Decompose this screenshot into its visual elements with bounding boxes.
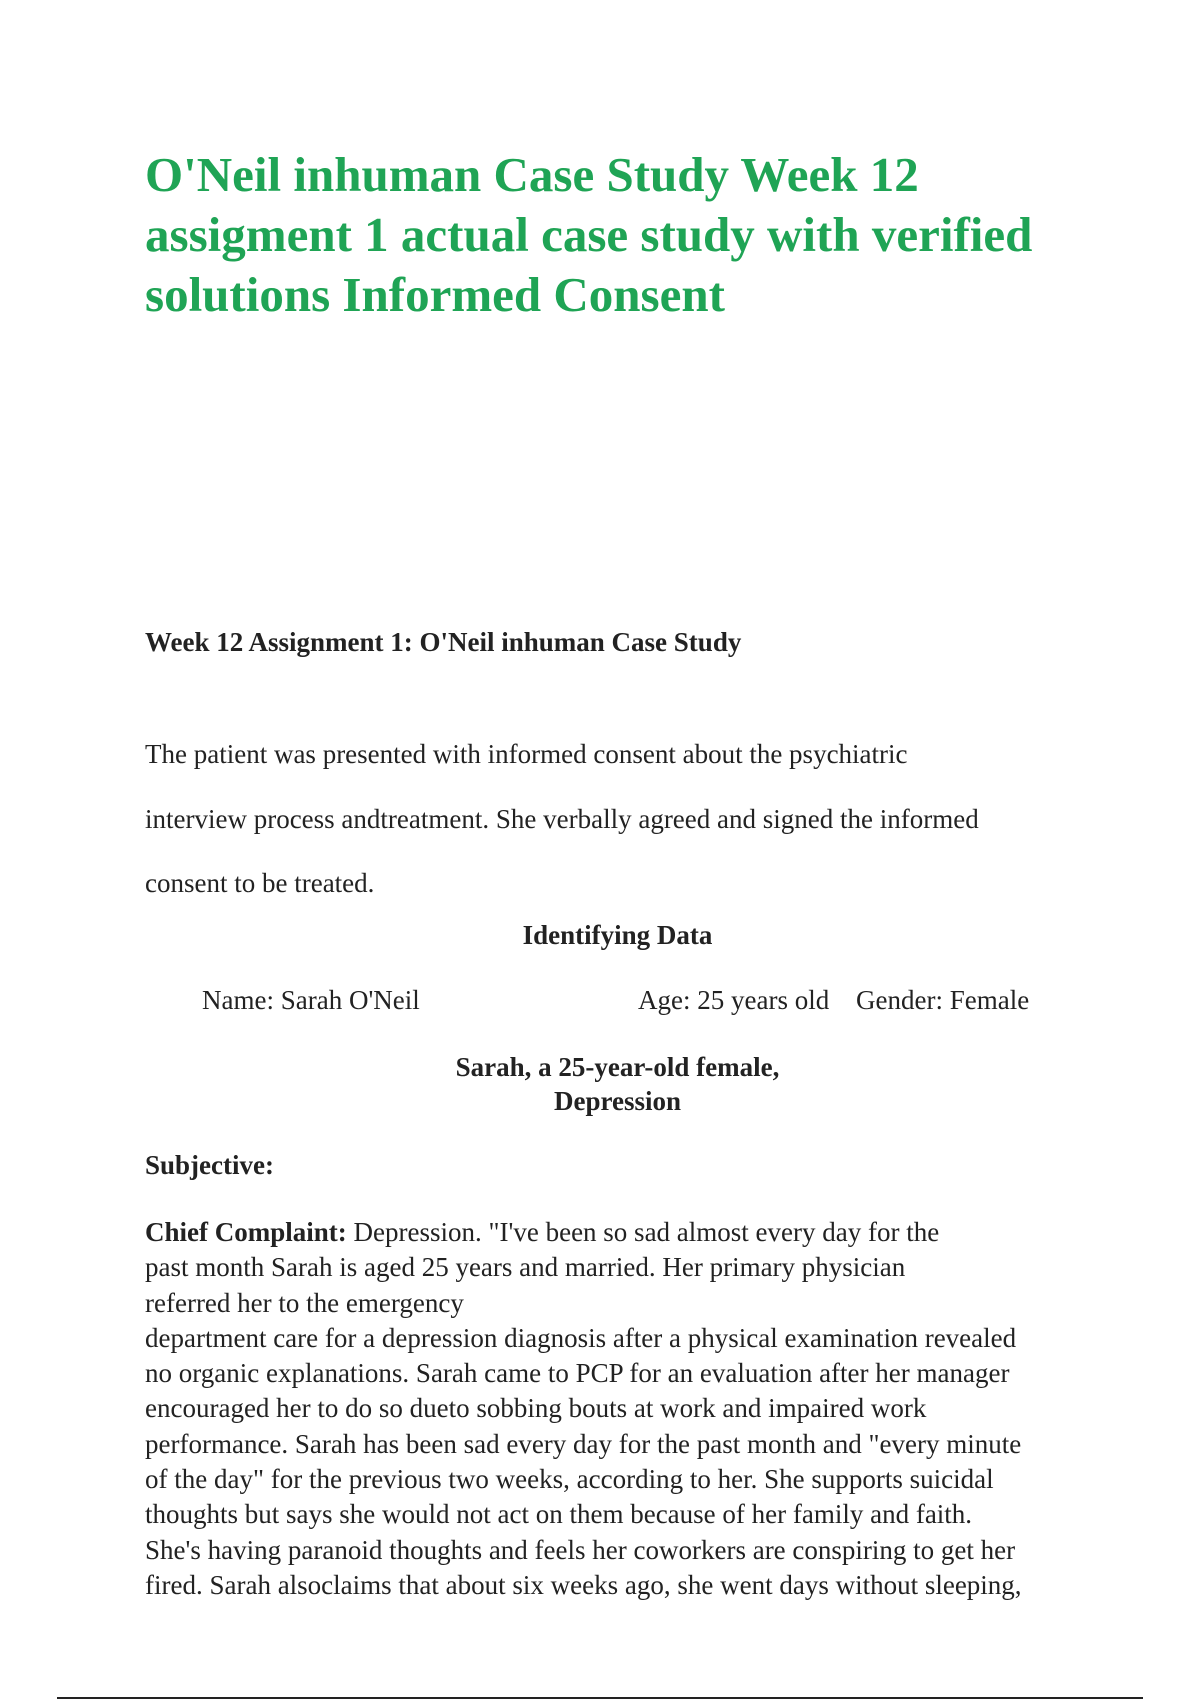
identifying-data-row (0, 985, 1200, 1021)
identifying-data-heading: Identifying Data (522, 920, 713, 950)
paragraph-line: The patient was presented with informed consent about the psychiatric (145, 739, 908, 769)
paragraph-line: of the day" for the previous two weeks, according to her. She supports suicidal (145, 1464, 994, 1495)
summary-diagnosis: Depression (553, 1086, 681, 1116)
paragraph-line: thoughts but says she would not act on them because of her family and faith. (145, 1499, 973, 1530)
assignment-heading: Week 12 Assignment 1: O'Neil inhuman Case Study (145, 627, 742, 657)
page-bottom-divider (57, 1697, 1143, 1699)
chief-complaint-text: Depression. "I've been so sad almost every day for the (346, 1217, 940, 1247)
patient-name: Name: Sarah O'Neil (202, 985, 420, 1015)
paragraph-line: She's having paranoid thoughts and feels her coworkers are conspiring to get her (145, 1534, 1016, 1565)
summary-line: Sarah, a 25-year-old female, (455, 1052, 780, 1082)
chief-complaint-paragraph (145, 1215, 1105, 1603)
paragraph-line: past month Sarah is aged 25 years and married. Her primary physician (145, 1252, 906, 1283)
patient-gender: Gender: Female (856, 985, 1030, 1015)
paragraph-line: performance. Sarah has been sad every day for the past month and "every minute (145, 1428, 1022, 1459)
document-title: O'Neil inhuman Case Study Week 12 assigment 1 actual case study with verified solutions Informed Consent (145, 147, 1033, 322)
patient-age: Age: 25 years old (638, 985, 830, 1015)
paragraph-line: consent to be treated. (145, 868, 375, 898)
paragraph-line: interview process andtreatment. She verbally agreed and signed the informed (145, 803, 979, 834)
paragraph-line: fired. Sarah alsoclaims that about six weeks ago, she went days without sleeping, (145, 1569, 1022, 1600)
paragraph-line: encouraged her to do so dueto sobbing bouts at work and impaired work (145, 1393, 927, 1424)
chief-complaint-label: Chief Complaint: (145, 1217, 347, 1247)
paragraph-line: referred her to the emergency (145, 1287, 464, 1318)
subjective-heading: Subjective: (145, 1150, 274, 1180)
paragraph-line: department care for a depression diagnosis after a physical examination revealed (145, 1322, 1017, 1353)
paragraph-line (145, 1215, 1105, 1250)
paragraph-line: no organic explanations. Sarah came to PCP for an evaluation after her manager (145, 1358, 1010, 1389)
patient-summary (0, 1050, 1200, 1118)
informed-consent-paragraph (145, 722, 1065, 916)
